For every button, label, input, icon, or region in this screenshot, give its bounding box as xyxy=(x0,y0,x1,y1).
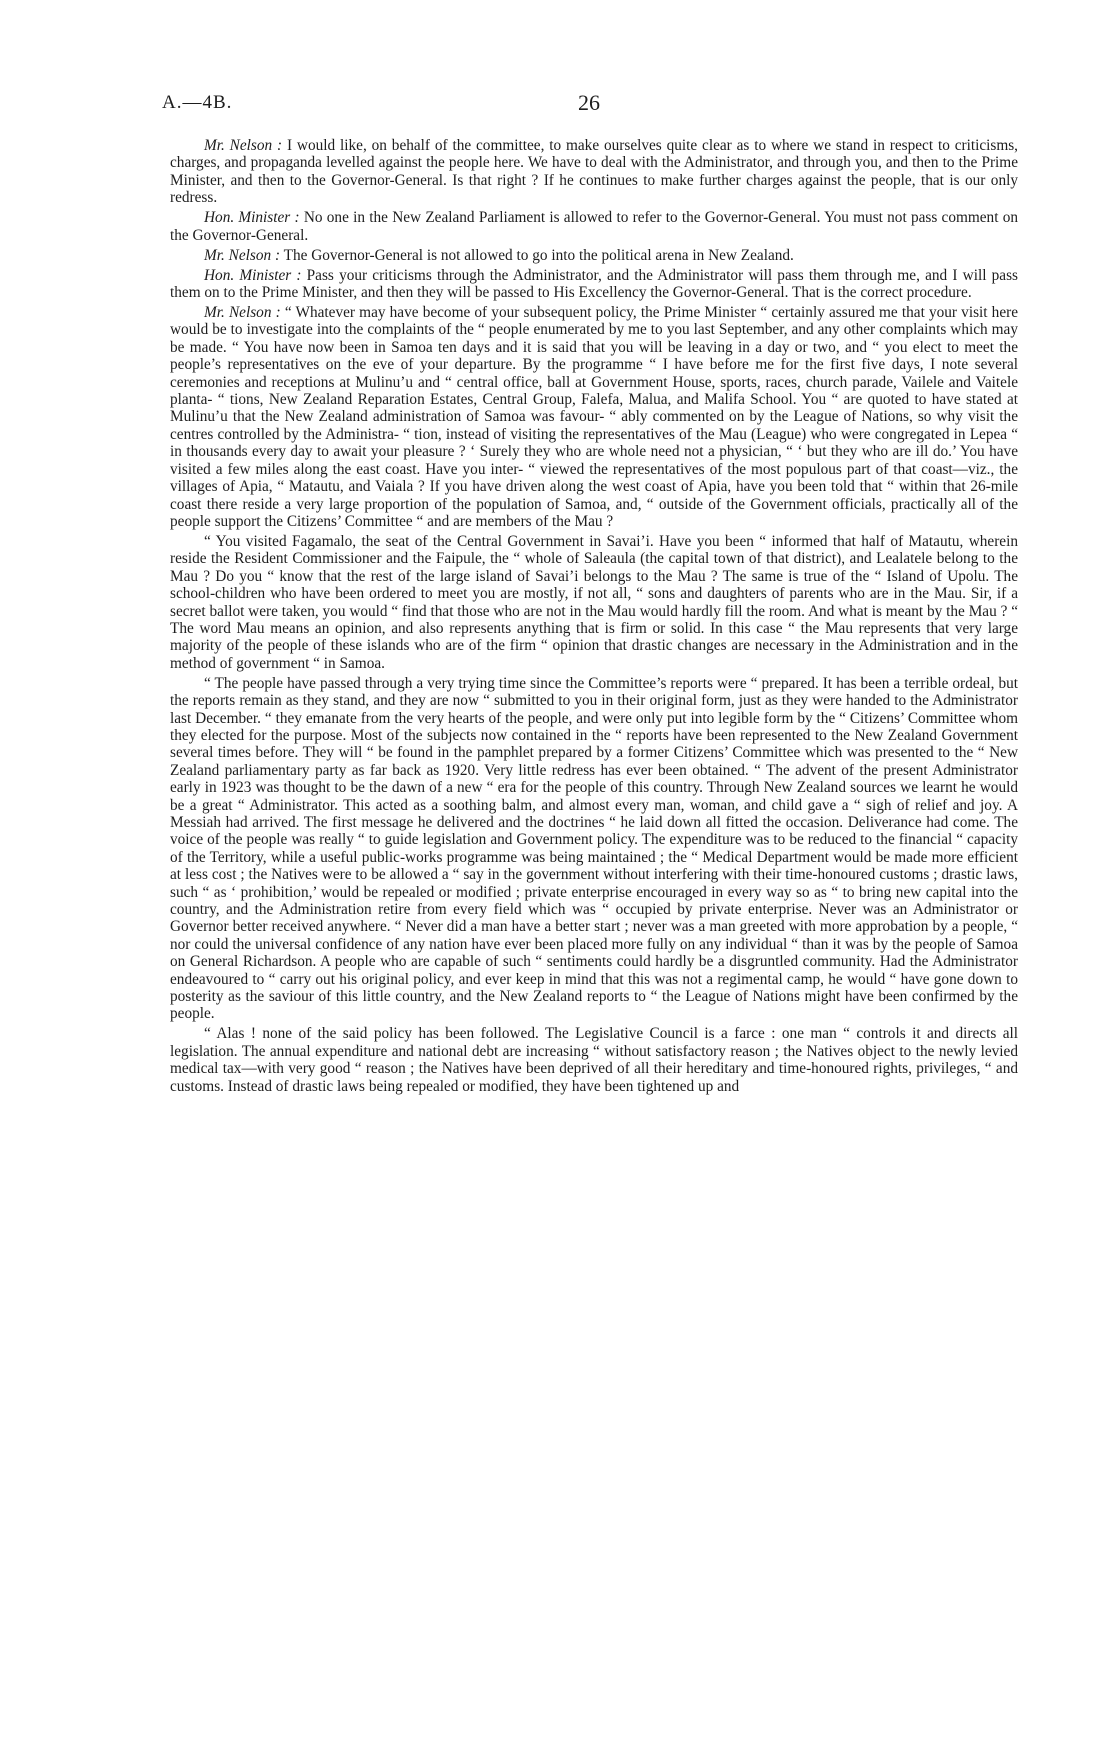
paragraph xyxy=(170,267,1018,302)
paragraph xyxy=(170,675,1018,1023)
paragraph xyxy=(170,304,1018,530)
paragraph-text: “ The people have passed through a very trying time since the Committee’s reports were “ prepared. It has been a terrible ordeal, but the reports remain as they stand, and they are now “ submitted to you in their original form, just as they were handed to the Administrator last December. “ they emanate from the very hearts of the people, and were only put into legible form by the “ Citizens’ Committee whom they elected for the purpose. Most of the subjects now contained in the “ reports have been represented to the New Zealand Government several times before. They will “ be found in the pamphlet prepared by a former Citizens’ Committee which was presented to the “ New Zealand parliamentary party as far back as 1920. Very little redress has ever been obtained. “ The advent of the present Administrator early in 1923 was thought to be the dawn of a new “ era for the people of this country. Through New Zealand sources we learnt he would be a great “ Administrator. This acted as a soothing balm, and almost every man, woman, and child gave a “ sigh of relief and joy. A Messiah had arrived. The first message he delivered and the doctrines “ he laid down all fitted the occasion. Deliverance had come. The voice of the people was really “ to guide legislation and Government policy. The expenditure was to be reduced to the financial “ capacity of the Territory, while a useful public-works programme was being maintained ; the “ Medical Department would be made more efficient at less cost ; the Natives were to be allowed a “ say in the government without interfering with their time-honoured customs ; drastic laws, such “ as ‘ prohibition,’ would be repealed or modified ; private enterprise encouraged in every way so as “ to bring new capital into the country, and the Administration retire from every field which was “ occupied by private enterprise. Never was an Administrator or Governor better received anywhere. “ Never did a man have a better start ; never was a man greeted with more approbation by a people, “ nor could the universal confidence of any nation have ever been placed more fully on any individual “ than it was by the people of Samoa on General Richardson. A people who are capable of such “ sentiments could hardly be a disgruntled community. Had the Administrator endeavoured to “ carry out his original policy, and ever keep in mind that this was not a regimental camp, he would “ have gone down to posterity as the saviour of this little country, and the New Zealand reports to “ the League of Nations might have been confirmed by the people. xyxy=(170,674,1018,1023)
body-text xyxy=(170,137,1018,1098)
page-number: 26 xyxy=(578,90,600,115)
speaker: Hon. Minister : xyxy=(204,266,302,284)
paragraph-text: Pass your criticisms through the Administrator, and the Administrator will pass them through me, and I will pass them on to the Prime Minister, and then they will be passed to His Excellency the Governor-General. That is the correct procedure. xyxy=(170,266,1018,302)
paragraph xyxy=(170,533,1018,672)
paragraph-text: No one in the New Zealand Parliament is allowed to refer to the Governor-General. You must not pass comment on the Governor-General. xyxy=(170,209,1018,244)
speaker: Mr. Nelson : xyxy=(204,246,281,264)
paragraph-text: “ Whatever may have become of your subsequent policy, the Prime Minister “ certainly assured me that your visit here would be to investigate into the complaints of the “ people enumerated by me to you last September, and any other complaints which may be made. “ You have now been in Samoa ten days and it is said that you will be leaving in a day or two, and “ you elect to meet the people’s representatives on the eve of your departure. By the programme “ I have before me for the first five days, I note several ceremonies and receptions at Mulinu’u and “ central office, ball at Government House, sports, races, church parade, Vailele and Vaitele planta- “ tions, New Zealand Reparation Estates, Central Group, Falefa, Malua, and Malifa School. You “ are quoted to have stated at Mulinu’u that the New Zealand administration of Samoa was favour- “ ably commented on by the League of Nations, so why visit the centres controlled by the Administra- “ tion, instead of visiting the representatives of the Mau (League) who were congregated in Lepea “ in thousands every day to await your pleasure ? ‘ Surely they who are whole need not a physician, “ ‘ but they who are ill do.’ You have visited a few miles along the east coast. Have you inter- “ viewed the representatives of the most populous part of that coast—viz., the villages of Apia, “ Matautu, and Vaiala ? If you have driven along the west coast of Apia, have you been told that “ within that 26-mile coast there reside a very large proportion of the population of Samoa, and, “ outside of the Government officials, practically all of the people support the Citizens’ Committee “ and are members of the Mau ? xyxy=(170,304,1019,530)
paragraph-text: The Governor-General is not allowed to go into the political arena in New Zealand. xyxy=(280,246,794,264)
paragraph xyxy=(170,247,1018,264)
document-reference: A.—4B. xyxy=(162,92,233,113)
speaker: Mr. Nelson : xyxy=(204,304,281,322)
paragraph xyxy=(170,209,1018,244)
paragraph xyxy=(170,1025,1018,1095)
page-header xyxy=(162,92,1006,122)
paragraph-text: “ You visited Fagamalo, the seat of the Central Government in Savai’i. Have you been “ informed that half of Matautu, wherein reside the Resident Commissioner and the Faipule, the “ whole of Saleaula (the capital town of that district), and Lealatele belong to the Mau ? Do you “ know that the rest of the large island of Savai’i belongs to the Mau ? The same is true of the “ Island of Upolu. The school-children who have been ordered to meet you are mostly, if not all, “ sons and daughters of parents who are in the Mau. Sir, if a secret ballot were taken, you would “ find that those who are not in the Mau would hardly fill the room. And what is meant by the Mau ? “ The word Mau means an opinion, and also represents anything that is firm or solid. In this case “ the Mau represents that very large majority of the people of these islands who are of the firm “ opinion that drastic changes are necessary in the Administration and in the method of government “ in Samoa. xyxy=(170,532,1018,672)
speaker: Hon. Minister : xyxy=(204,209,300,227)
paragraph-text: I would like, on behalf of the committee, to make ourselves quite clear as to where we stand in respect to criticisms, charges, and propaganda levelled against the people here. We have to deal with the Administrator, and through you, and then to the Prime Minister, and then to the Governor-General. Is that right ? If he continues to make further charges against the people, that is our only redress. xyxy=(170,137,1018,207)
paragraph xyxy=(170,137,1018,207)
speaker: Mr. Nelson : xyxy=(204,137,283,154)
paragraph-text: “ Alas ! none of the said policy has been followed. The Legislative Council is a farce : one man “ controls it and directs all legislation. The annual expenditure and national debt are increasing “ without satisfactory reason ; the Natives object to the newly levied medical tax—with very good “ reason ; the Natives have been deprived of all their hereditary and time-honoured rights, privileges, “ and customs. Instead of drastic laws being repealed or modified, they have been tightened up and xyxy=(170,1025,1018,1095)
